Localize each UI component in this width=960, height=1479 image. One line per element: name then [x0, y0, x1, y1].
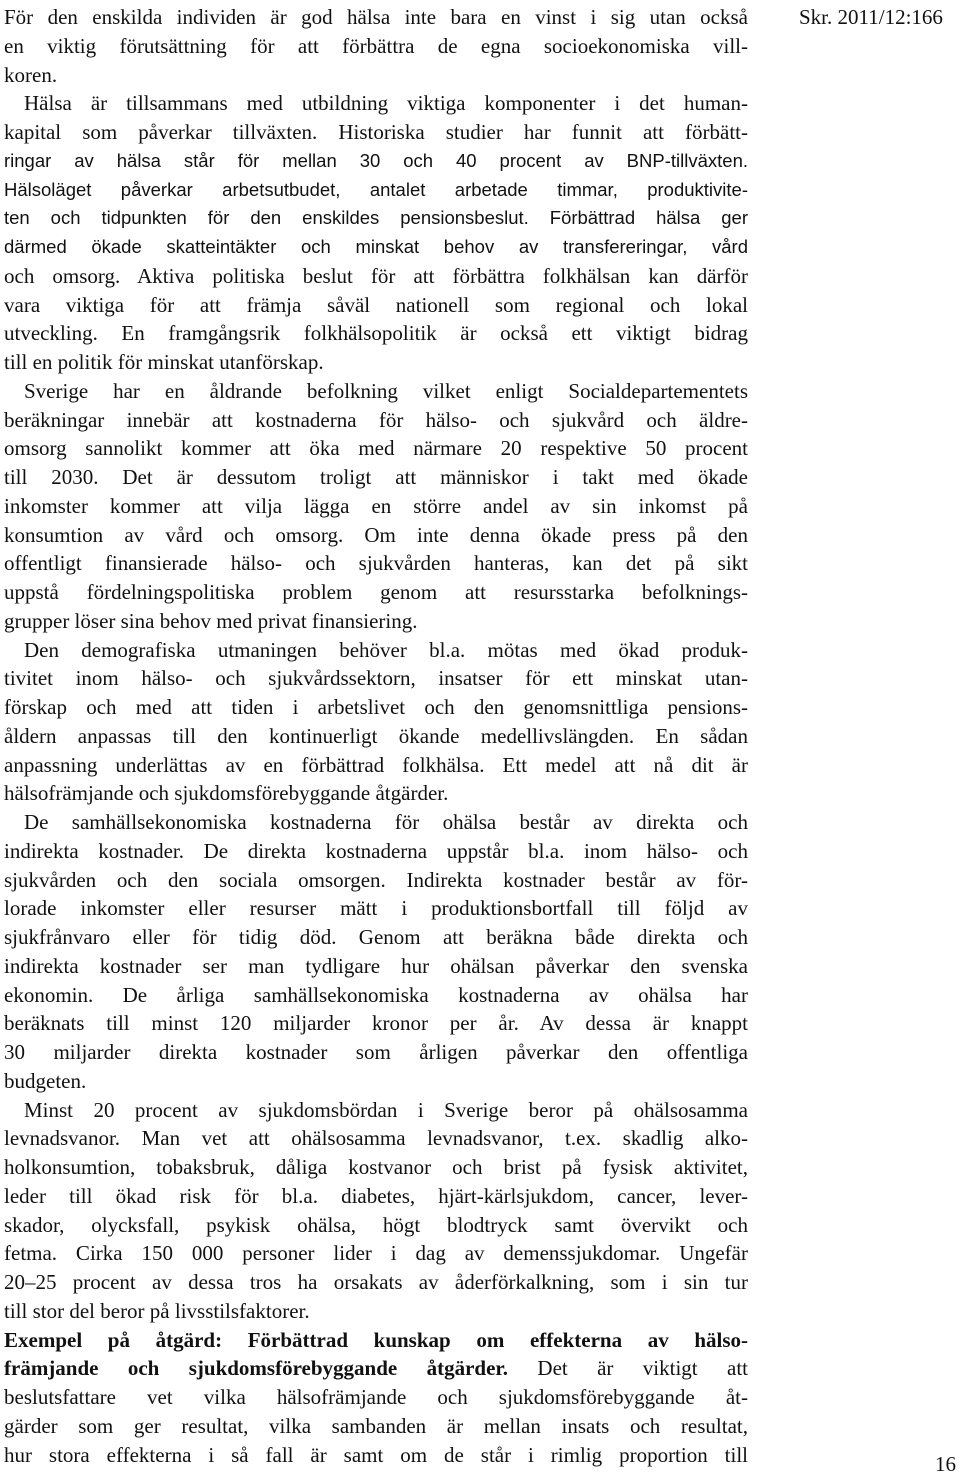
text-line: beräknats till minst 120 miljarder kronor per år. Av dessa är knappt: [4, 1011, 748, 1036]
document-reference: Skr. 2011/12:166: [799, 5, 943, 29]
text-line: ten och tidpunkten för den enskildes pensionsbeslut. Förbättrad hälsa ger: [4, 207, 748, 229]
text-line: Hälsoläget påverkar arbetsutbudet, antalet arbetade timmar, produktivite-: [4, 178, 748, 200]
example-heading-bold: främjande och sjukdomsförebyggande åtgärder.: [4, 1356, 509, 1381]
text-line: koren.: [4, 62, 58, 87]
text-line: och omsorg. Aktiva politiska beslut för att förbättra folkhälsan kan därför: [4, 263, 748, 288]
text-line: åldern anpassas till den kontinuerligt ökande medellivslängden. En sådan: [4, 723, 748, 748]
text-line: hur stora effekterna i så fall är samt om de står i rimlig proportion till: [4, 1442, 748, 1467]
body-text: [4, 3, 748, 1469]
text-line: sjukvården och den sociala omsorgen. Indirekta kostnader består av för-: [4, 867, 748, 892]
text-line: indirekta kostnader. De direkta kostnaderna uppstår bl.a. inom hälso- och: [4, 838, 748, 863]
text-line: anpassning underlättas av en förbättrad folkhälsa. Ett medel att nå dit är: [4, 752, 748, 777]
text-line: indirekta kostnader ser man tydligare hur ohälsan påverkar den svenska: [4, 953, 748, 978]
text-line: levnadsvanor. Man vet att ohälsosamma levnadsvanor, t.ex. skadlig alko-: [4, 1126, 748, 1151]
text-line: konsumtion av vård och omsorg. Om inte denna ökade press på den: [4, 522, 748, 547]
text-line: Minst 20 procent av sjukdomsbördan i Sverige beror på ohälsosamma: [24, 1097, 748, 1122]
text-line: grupper löser sina behov med privat finansiering.: [4, 608, 418, 633]
example-text: Det är viktigt att: [508, 1356, 749, 1381]
text-line: hälsofrämjande och sjukdomsförebyggande åtgärder.: [4, 781, 449, 806]
text-line: en viktig förutsättning för att förbättra de egna socioekonomiska vill-: [4, 33, 748, 58]
example-heading: Exempel på åtgärd: Förbättrad kunskap om effekterna av hälso-: [4, 1327, 748, 1352]
text-line: därmed ökade skatteintäkter och minskat behov av transfereringar, vård: [4, 236, 748, 257]
text-line: skador, olycksfall, psykisk ohälsa, högt blodtryck samt övervikt och: [4, 1212, 748, 1237]
text-line: fetma. Cirka 150 000 personer lider i dag av demenssjukdomar. Ungefär: [4, 1241, 748, 1266]
text-line: leder till ökad risk för bl.a. diabetes, hjärt-kärlsjukdom, cancer, lever-: [4, 1183, 748, 1208]
text-line: ringar av hälsa står för mellan 30 och 40 procent av BNP-tillväxten.: [4, 149, 748, 171]
text-line: utveckling. En framgångsrik folkhälsopolitik är också ett viktigt bidrag: [4, 321, 748, 346]
text-line: offentligt finansierade hälso- och sjukvården hanteras, kan det på sikt: [4, 551, 748, 576]
text-line: inkomster kommer att vilja lägga en större andel av sin inkomst på: [4, 493, 748, 518]
text-line: 20–25 procent av dessa tros ha orsakats av åderförkalkning, som i sin tur: [4, 1270, 748, 1294]
text-line: sjukfrånvaro eller för tidig död. Genom att beräkna både direkta och: [4, 925, 748, 949]
text-line: till stor del beror på livsstilsfaktorer.: [4, 1298, 310, 1323]
text-line: holkonsumtion, tobaksbruk, dåliga kostvanor och brist på fysisk aktivitet,: [4, 1155, 748, 1179]
text-line: Sverige har en åldrande befolkning vilket enligt Socialdepartementets: [24, 378, 748, 403]
text-line: budgeten.: [4, 1068, 87, 1093]
text-line: Den demografiska utmaningen behöver bl.a. mötas med ökad produk-: [24, 637, 748, 662]
text-line: tivitet inom hälso- och sjukvårdssektorn, insatser för ett minskat utan-: [4, 666, 748, 691]
example-heading-line: [4, 1354, 748, 1383]
text-line: uppstå fördelningspolitiska problem genom att resursstarka befolknings-: [4, 580, 748, 604]
text-line: För den enskilda individen är god hälsa inte bara en vinst i sig utan också: [4, 5, 748, 29]
text-line: till en politik för minskat utanförskap.: [4, 350, 324, 374]
text-line: kapital som påverkar tillväxten. Historiska studier har funnit att förbätt-: [4, 120, 748, 144]
text-line: Hälsa är tillsammans med utbildning viktiga komponenter i det human-: [24, 91, 748, 116]
text-line: förskap och med att tiden i arbetslivet och den genomsnittliga pensions-: [4, 695, 748, 719]
text-line: beslutsfattare vet vilka hälsofrämjande och sjukdomsförebyggande åt-: [4, 1385, 748, 1409]
text-line: omsorg sannolikt kommer att öka med närmare 20 respektive 50 procent: [4, 436, 748, 461]
text-line: ekonomin. De årliga samhällsekonomiska kostnaderna av ohälsa har: [4, 982, 748, 1007]
text-line: De samhällsekonomiska kostnaderna för ohälsa består av direkta och: [24, 810, 748, 834]
text-line: vara viktiga för att främja såväl nationell som regional och lokal: [4, 292, 748, 317]
text-line: gärder som ger resultat, vilka sambanden är mellan insats och resultat,: [4, 1413, 748, 1438]
text-line: lorade inkomster eller resurser mätt i produktionsbortfall till följd av: [4, 896, 748, 921]
text-line: till 2030. Det är dessutom troligt att människor i takt med ökade: [4, 465, 748, 489]
text-line: beräkningar innebär att kostnaderna för hälso- och sjukvård och äldre-: [4, 407, 748, 432]
page-number: 16: [935, 1452, 956, 1476]
text-line: 30 miljarder direkta kostnader som årligen påverkar den offentliga: [4, 1040, 748, 1064]
